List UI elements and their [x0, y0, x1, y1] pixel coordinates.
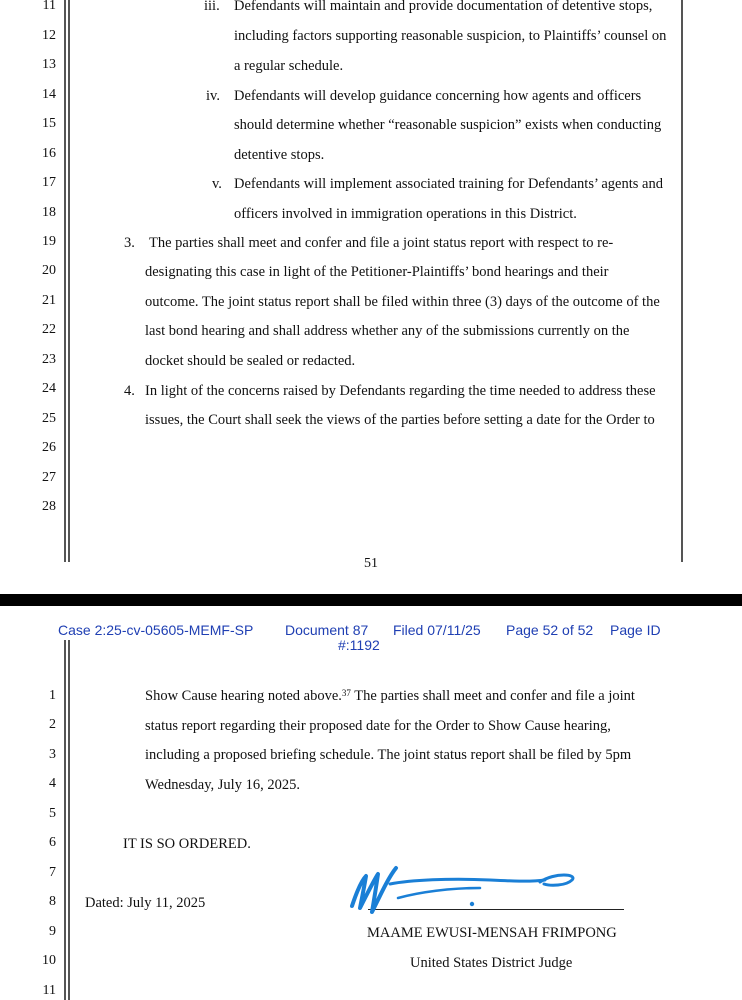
body-text: docket should be sealed or redacted. [145, 353, 356, 369]
line-number: 17 [42, 175, 56, 190]
left-margin-rule [64, 0, 66, 562]
list-marker: iii. [204, 0, 220, 14]
line-number: 3 [49, 747, 56, 762]
body-text: last bond hearing and shall address whether any of the submissions currently on the [145, 323, 630, 339]
paragraph-marker: 4. [124, 383, 135, 399]
line-number: 1 [49, 688, 56, 703]
line-number: 2 [49, 717, 56, 732]
list-marker: iv. [206, 88, 220, 104]
list-marker: v. [212, 176, 222, 192]
filed-date: Filed 07/11/25 [393, 622, 481, 638]
left-margin-rule [64, 640, 66, 1000]
body-text: Defendants will maintain and provide documentation of detentive stops, [234, 0, 653, 14]
document-number: Document 87 [285, 622, 369, 638]
line-number: 11 [42, 983, 56, 998]
body-text: a regular schedule. [234, 58, 344, 74]
line-number: 8 [49, 894, 56, 909]
body-text: The parties shall meet and confer and file a joint status report with respect to re- [149, 235, 614, 251]
line-number: 12 [42, 28, 56, 43]
body-text: Wednesday, July 16, 2025. [145, 777, 300, 793]
body-text-start: Show Cause hearing noted above. [145, 688, 342, 704]
judge-signature [340, 858, 590, 928]
body-text-cont: The parties shall meet and confer and file a joint [350, 688, 635, 704]
judge-name: MAAME EWUSI-MENSAH FRIMPONG [367, 925, 617, 941]
left-margin-rule-inner [68, 0, 70, 562]
so-ordered: IT IS SO ORDERED. [123, 836, 251, 852]
left-margin-rule-inner [68, 640, 70, 1000]
line-number: 15 [42, 116, 56, 131]
dated-line: Dated: July 11, 2025 [85, 895, 206, 911]
judge-title: United States District Judge [410, 955, 573, 971]
body-text: Defendants will implement associated training for Defendants’ agents and [234, 176, 663, 192]
body-text: including a proposed briefing schedule. The joint status report shall be filed by 5pm [145, 747, 632, 763]
line-number: 24 [42, 381, 56, 396]
body-text: issues, the Court shall seek the views of the parties before setting a date for the Order to [145, 412, 655, 428]
line-number: 4 [49, 776, 56, 791]
page-number: 51 [364, 556, 378, 571]
line-number: 27 [42, 470, 56, 485]
body-text: officers involved in immigration operations in this District. [234, 206, 577, 222]
footnote-reference[interactable]: 37 [341, 688, 351, 698]
right-margin-rule [681, 0, 683, 562]
line-number: 19 [42, 234, 56, 249]
line-number: 11 [42, 0, 56, 13]
line-number: 23 [42, 352, 56, 367]
line-number: 5 [49, 806, 56, 821]
line-number: 6 [49, 835, 56, 850]
body-text [145, 687, 635, 705]
body-text: Defendants will develop guidance concerning how agents and officers [234, 88, 642, 104]
body-text: designating this case in light of the Petitioner-Plaintiffs’ bond hearings and their [145, 264, 609, 280]
paragraph-marker: 3. [124, 235, 135, 251]
line-number: 14 [42, 87, 56, 102]
case-number: Case 2:25-cv-05605-MEMF-SP [58, 622, 254, 638]
line-number: 13 [42, 57, 56, 72]
page-count: Page 52 of 52 [506, 622, 594, 638]
line-number: 25 [42, 411, 56, 426]
page-52 [0, 606, 742, 1000]
page-id-label: Page ID [610, 622, 661, 638]
line-number: 26 [42, 440, 56, 455]
line-number: 20 [42, 263, 56, 278]
line-number: 21 [42, 293, 56, 308]
body-text: status report regarding their proposed date for the Order to Show Cause hearing, [145, 718, 611, 734]
body-text: In light of the concerns raised by Defendants regarding the time needed to address these [145, 383, 656, 399]
line-number: 28 [42, 499, 56, 514]
body-text: should determine whether “reasonable suspicion” exists when conducting [234, 117, 662, 133]
page-separator [0, 594, 742, 606]
body-text: including factors supporting reasonable suspicion, to Plaintiffs’ counsel on [234, 28, 667, 44]
line-number: 16 [42, 146, 56, 161]
line-number: 10 [42, 953, 56, 968]
line-number: 7 [49, 865, 56, 880]
line-number: 22 [42, 322, 56, 337]
body-text: detentive stops. [234, 147, 325, 163]
line-number: 9 [49, 924, 56, 939]
body-text: outcome. The joint status report shall be filed within three (3) days of the outcome of the [145, 294, 660, 310]
page-id-number: #:1192 [338, 637, 380, 653]
line-number: 18 [42, 205, 56, 220]
